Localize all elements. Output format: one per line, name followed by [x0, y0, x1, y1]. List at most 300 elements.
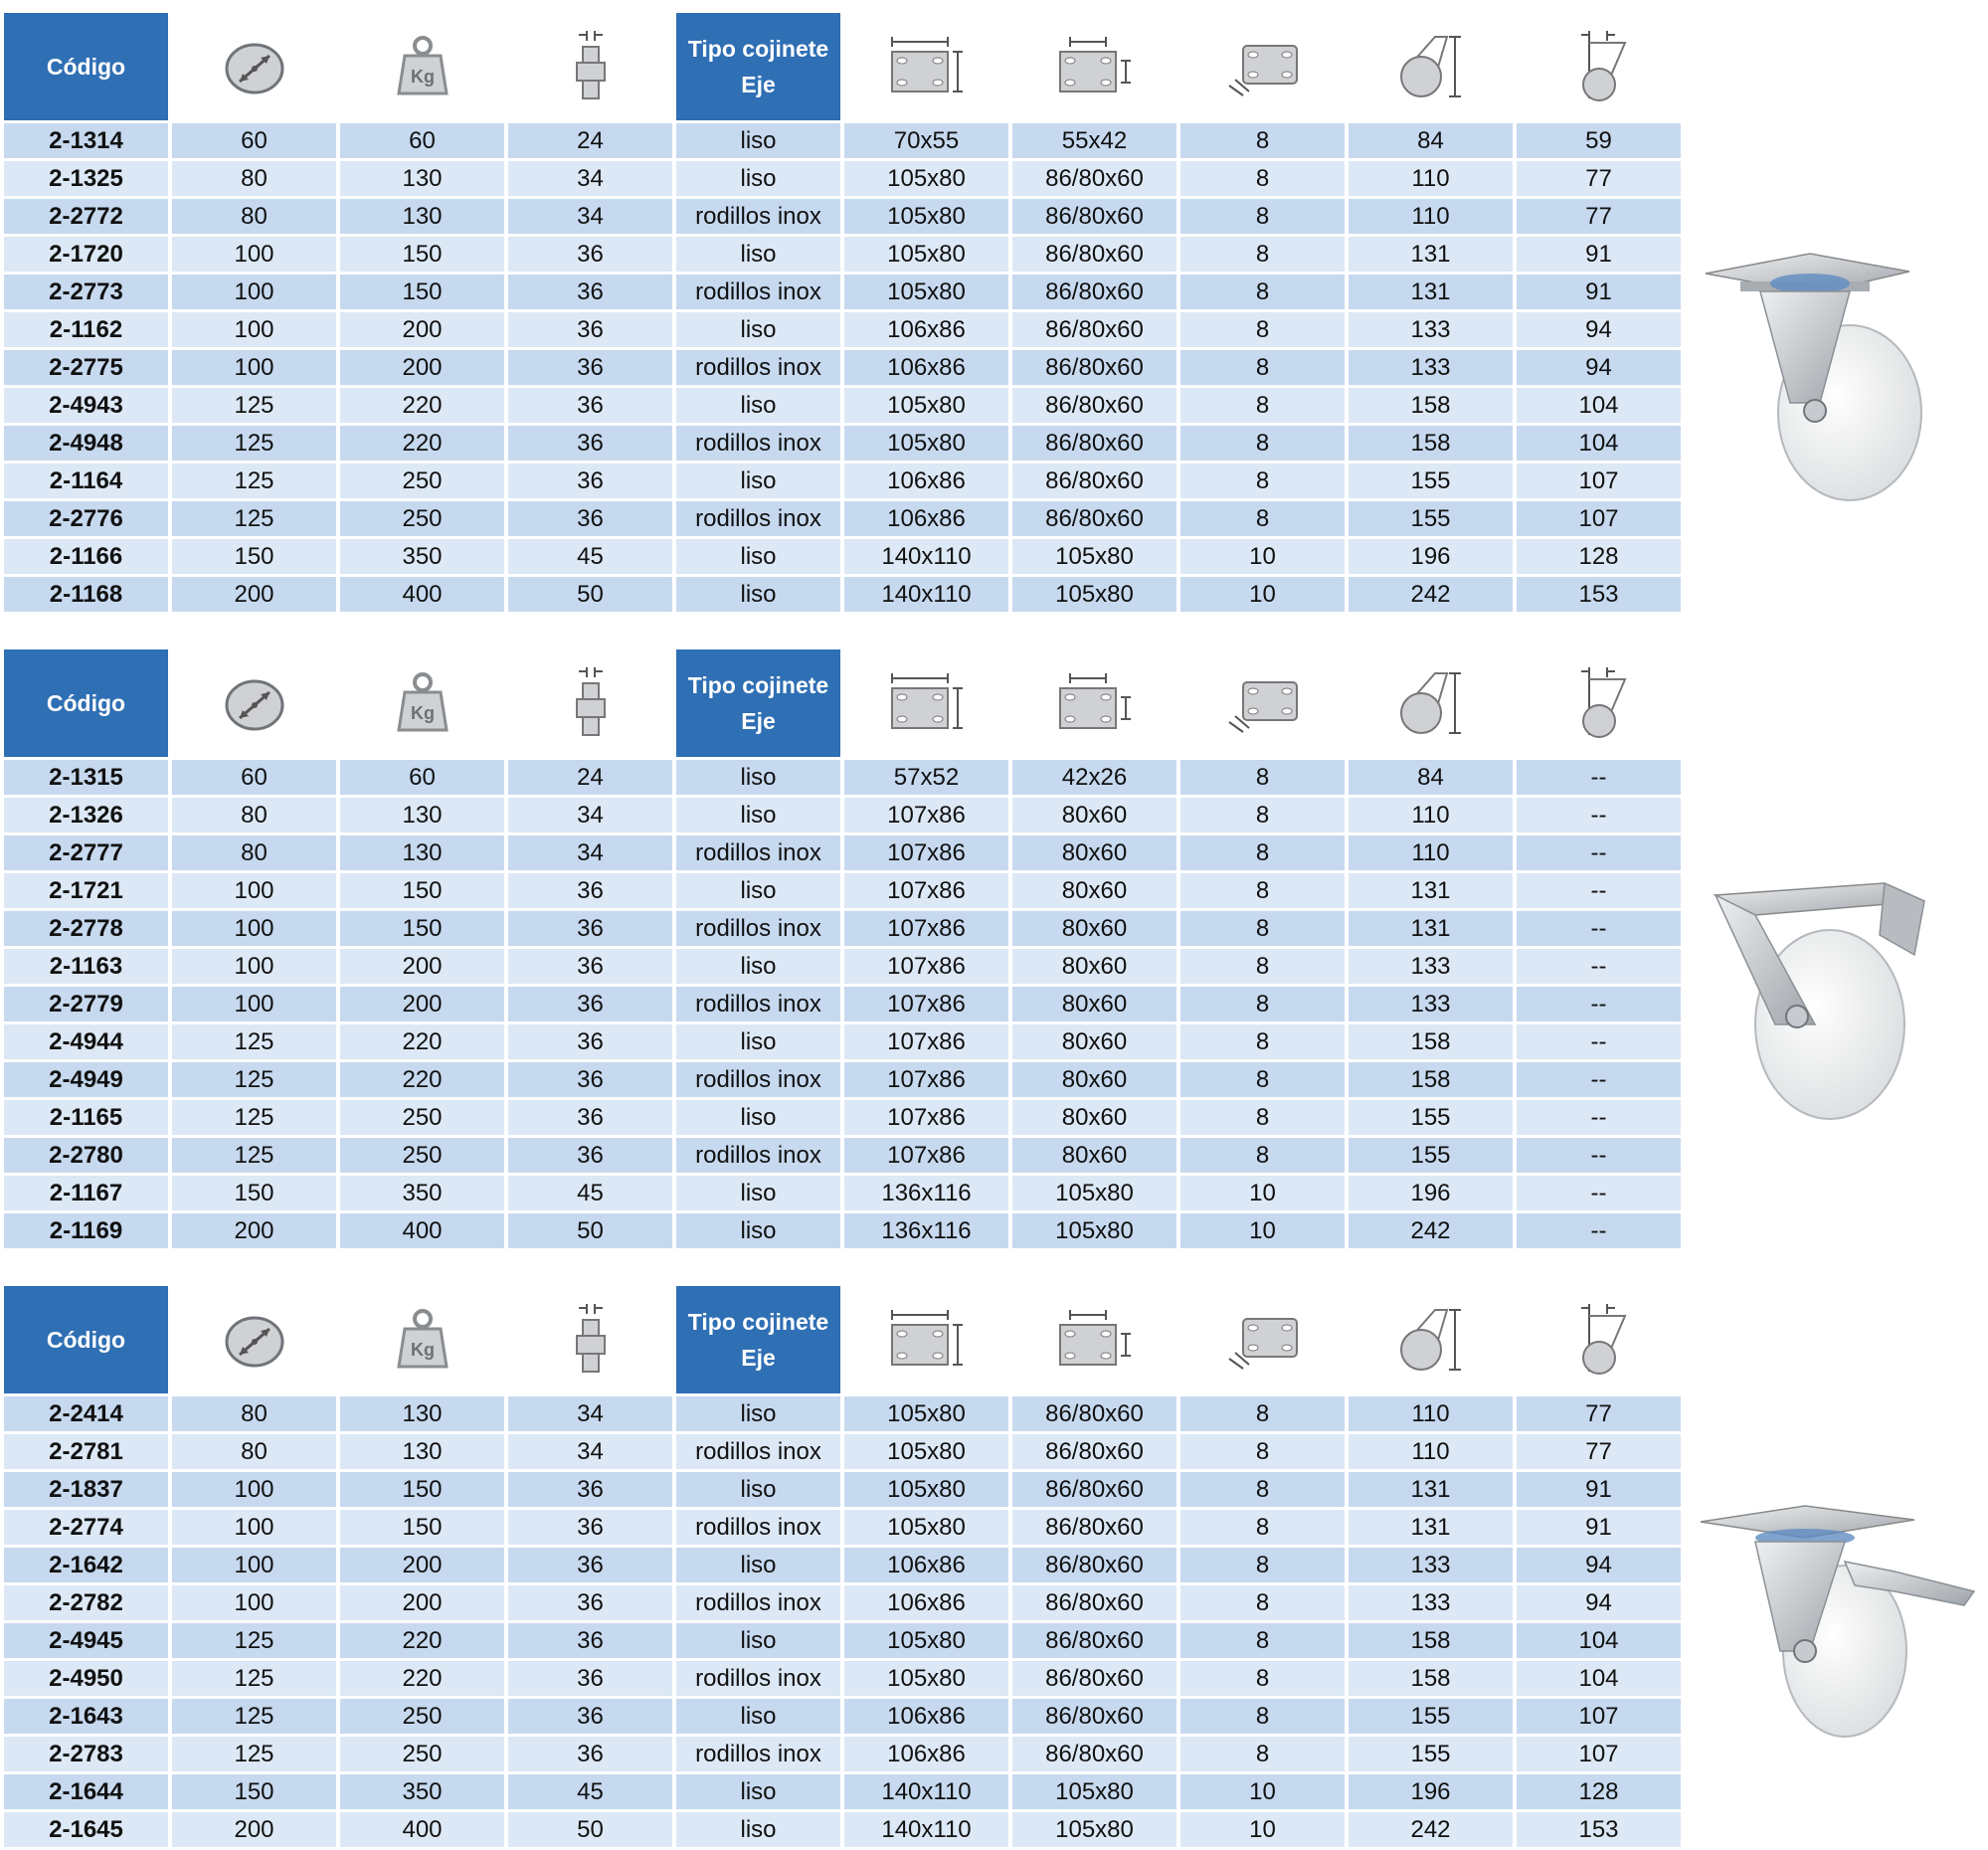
table-row — [4, 1737, 1681, 1771]
table-row — [4, 1062, 1681, 1097]
table-cell: 80x60 — [1012, 987, 1176, 1021]
table-row — [4, 539, 1681, 574]
table-cell: 106x86 — [844, 501, 1008, 536]
table-cell: 8 — [1180, 1661, 1345, 1696]
table-cell: 86/80x60 — [1012, 1396, 1176, 1431]
table-cell: 94 — [1517, 1585, 1681, 1620]
product-code-cell: 2-1720 — [4, 237, 168, 272]
table-cell: 36 — [508, 1472, 672, 1507]
kg-glyph: Kg — [410, 1340, 435, 1360]
product-code-cell: 2-4945 — [4, 1623, 168, 1658]
table-cell: 80x60 — [1012, 1062, 1176, 1097]
table-cell: 24 — [508, 760, 672, 795]
product-code-cell: 2-4950 — [4, 1661, 168, 1696]
table-cell: 77 — [1517, 161, 1681, 196]
table-cell: -- — [1517, 1138, 1681, 1173]
table-cell: 34 — [508, 1434, 672, 1469]
table-cell: 136x116 — [844, 1176, 1008, 1210]
table-row — [4, 1661, 1681, 1696]
product-code-cell: 2-1325 — [4, 161, 168, 196]
table-cell: 131 — [1349, 911, 1513, 946]
table-cell: 80 — [172, 1396, 336, 1431]
table-cell: 8 — [1180, 161, 1345, 196]
code-header: Código — [4, 1286, 168, 1393]
table-cell: 104 — [1517, 1623, 1681, 1658]
product-code-cell: 2-2777 — [4, 835, 168, 870]
table-cell: 153 — [1517, 577, 1681, 612]
table-cell: -- — [1517, 873, 1681, 908]
table-cell: 8 — [1180, 1396, 1345, 1431]
table-cell: 10 — [1180, 539, 1345, 574]
table-cell: 100 — [172, 911, 336, 946]
table-row — [4, 388, 1681, 423]
bearing-type-label: Tipo cojinete — [687, 36, 829, 62]
table-cell: 86/80x60 — [1012, 350, 1176, 385]
table-cell: liso — [676, 798, 840, 832]
table-cell: 106x86 — [844, 1585, 1008, 1620]
axle-label: Eje — [741, 708, 776, 734]
bearing-type-header — [676, 13, 840, 120]
product-code-cell: 2-1164 — [4, 463, 168, 498]
table-cell: 105x80 — [844, 1434, 1008, 1469]
product-code-cell: 2-2783 — [4, 1737, 168, 1771]
product-code-cell: 2-1643 — [4, 1699, 168, 1734]
table-cell: 86/80x60 — [1012, 1548, 1176, 1582]
table-cell: 106x86 — [844, 1548, 1008, 1582]
table-cell: 36 — [508, 388, 672, 423]
table-cell: 125 — [172, 1661, 336, 1696]
table-cell: 8 — [1180, 199, 1345, 234]
table-cell: 36 — [508, 1548, 672, 1582]
table-cell: rodillos inox — [676, 501, 840, 536]
table-cell: 86/80x60 — [1012, 463, 1176, 498]
table-cell: 80x60 — [1012, 835, 1176, 870]
product-code-cell: 2-1315 — [4, 760, 168, 795]
table-cell: 50 — [508, 1213, 672, 1248]
table-cell: liso — [676, 873, 840, 908]
table-cell: 400 — [340, 1812, 504, 1847]
table-cell: 155 — [1349, 463, 1513, 498]
table-cell: 104 — [1517, 426, 1681, 461]
table-row — [4, 1100, 1681, 1135]
table-cell: 86/80x60 — [1012, 1699, 1176, 1734]
table-cell: 196 — [1349, 1176, 1513, 1210]
table-cell: 24 — [508, 123, 672, 158]
table-cell: 136x116 — [844, 1213, 1008, 1248]
table-cell: 106x86 — [844, 312, 1008, 347]
table-cell: liso — [676, 1100, 840, 1135]
table-cell: 36 — [508, 463, 672, 498]
table-cell: 105x80 — [844, 388, 1008, 423]
table-row — [4, 161, 1681, 196]
table-cell: 100 — [172, 1472, 336, 1507]
table-cell: 10 — [1180, 1774, 1345, 1809]
table-cell: 105x80 — [844, 1510, 1008, 1545]
product-code-cell: 2-1166 — [4, 539, 168, 574]
product-code-cell: 2-2774 — [4, 1510, 168, 1545]
table-cell: 105x80 — [844, 1661, 1008, 1696]
table-cell: 133 — [1349, 987, 1513, 1021]
table-row — [4, 350, 1681, 385]
table-cell: 80 — [172, 161, 336, 196]
table-cell: 150 — [340, 1510, 504, 1545]
table-cell: 60 — [172, 123, 336, 158]
table-cell: 45 — [508, 1774, 672, 1809]
table-cell: -- — [1517, 987, 1681, 1021]
table-cell: 86/80x60 — [1012, 237, 1176, 272]
load-capacity-icon — [340, 649, 504, 757]
table-cell: 34 — [508, 798, 672, 832]
bolt-hole-icon — [1180, 13, 1345, 120]
table-cell: 36 — [508, 1623, 672, 1658]
table-cell: 100 — [172, 1510, 336, 1545]
table-cell: 8 — [1180, 1138, 1345, 1173]
wheel-width-icon — [508, 13, 672, 120]
table-cell: 105x80 — [1012, 1176, 1176, 1210]
bearing-type-header — [676, 649, 840, 757]
table-cell: rodillos inox — [676, 1434, 840, 1469]
table-row — [4, 577, 1681, 612]
product-code-cell: 2-2778 — [4, 911, 168, 946]
table-cell: 86/80x60 — [1012, 1434, 1176, 1469]
table-cell: liso — [676, 1548, 840, 1582]
table-cell: 125 — [172, 501, 336, 536]
product-code-cell: 2-4943 — [4, 388, 168, 423]
table-cell: 36 — [508, 1024, 672, 1059]
table-cell: 8 — [1180, 873, 1345, 908]
table-cell: 107x86 — [844, 1024, 1008, 1059]
table-cell: 80 — [172, 798, 336, 832]
table-cell: 125 — [172, 388, 336, 423]
table-cell: 140x110 — [844, 577, 1008, 612]
table-row — [4, 1213, 1681, 1248]
table-cell: 158 — [1349, 1661, 1513, 1696]
table-cell: 125 — [172, 1737, 336, 1771]
table-cell: 8 — [1180, 501, 1345, 536]
wheel-width-icon — [508, 1286, 672, 1393]
table-cell: 133 — [1349, 1548, 1513, 1582]
table-cell: 86/80x60 — [1012, 501, 1176, 536]
table-cell: 60 — [172, 760, 336, 795]
table-cell: 107 — [1517, 501, 1681, 536]
table-cell: rodillos inox — [676, 1138, 840, 1173]
table-cell: 107x86 — [844, 1100, 1008, 1135]
table-cell: 34 — [508, 835, 672, 870]
table-cell: 94 — [1517, 350, 1681, 385]
table-cell: 107x86 — [844, 873, 1008, 908]
caster-table-2 — [0, 647, 1691, 1251]
table-cell: 133 — [1349, 949, 1513, 984]
table-cell: 158 — [1349, 1623, 1513, 1658]
table-cell: rodillos inox — [676, 911, 840, 946]
table-cell: 8 — [1180, 1434, 1345, 1469]
swivel-caster-with-brake-image — [1696, 1502, 1984, 1756]
table-cell: 8 — [1180, 1062, 1345, 1097]
table-cell: 34 — [508, 199, 672, 234]
table-cell: 131 — [1349, 1472, 1513, 1507]
table-cell: rodillos inox — [676, 1737, 840, 1771]
table-cell: 140x110 — [844, 1812, 1008, 1847]
table-cell: 220 — [340, 1661, 504, 1696]
table-cell: 50 — [508, 1812, 672, 1847]
table-cell: 105x80 — [844, 1623, 1008, 1658]
table-cell: 45 — [508, 539, 672, 574]
table-row — [4, 1396, 1681, 1431]
product-code-cell: 2-1165 — [4, 1100, 168, 1135]
table-cell: 100 — [172, 1585, 336, 1620]
table-cell: rodillos inox — [676, 835, 840, 870]
table-cell: 107x86 — [844, 1062, 1008, 1097]
table-row — [4, 1510, 1681, 1545]
table-cell: 107x86 — [844, 911, 1008, 946]
table-cell: 8 — [1180, 237, 1345, 272]
plate-size-icon — [844, 1286, 1008, 1393]
table-cell: 34 — [508, 1396, 672, 1431]
table-cell: liso — [676, 312, 840, 347]
table-cell: 130 — [340, 798, 504, 832]
table-cell: 125 — [172, 1623, 336, 1658]
table-cell: 8 — [1180, 911, 1345, 946]
table-cell: 86/80x60 — [1012, 312, 1176, 347]
table-cell: 84 — [1349, 760, 1513, 795]
table-row — [4, 1548, 1681, 1582]
table-cell: 133 — [1349, 1585, 1513, 1620]
table-cell: 36 — [508, 987, 672, 1021]
table-cell: 250 — [340, 1737, 504, 1771]
header-row — [4, 13, 1681, 120]
table-cell: 150 — [340, 873, 504, 908]
wheel-diameter-icon — [172, 649, 336, 757]
table-cell: rodillos inox — [676, 1661, 840, 1696]
table-cell: 91 — [1517, 275, 1681, 309]
table-cell: 250 — [340, 1100, 504, 1135]
table-cell: 86/80x60 — [1012, 161, 1176, 196]
table-cell: 80x60 — [1012, 798, 1176, 832]
table-cell: 59 — [1517, 123, 1681, 158]
product-code-cell: 2-1162 — [4, 312, 168, 347]
table-cell: -- — [1517, 1176, 1681, 1210]
product-code-cell: 2-1642 — [4, 1548, 168, 1582]
product-code-cell: 2-1721 — [4, 873, 168, 908]
table-cell: 80x60 — [1012, 911, 1176, 946]
table-row — [4, 463, 1681, 498]
table-row — [4, 1774, 1681, 1809]
table-cell: 200 — [340, 350, 504, 385]
table-cell: 8 — [1180, 312, 1345, 347]
table-cell: 200 — [172, 577, 336, 612]
table-cell: rodillos inox — [676, 1585, 840, 1620]
table-cell: 105x80 — [844, 1396, 1008, 1431]
table-cell: 105x80 — [844, 426, 1008, 461]
table-cell: 400 — [340, 577, 504, 612]
table-cell: 36 — [508, 1510, 672, 1545]
table-cell: 220 — [340, 1623, 504, 1658]
table-cell: 107x86 — [844, 949, 1008, 984]
table-cell: 250 — [340, 463, 504, 498]
axle-label: Eje — [741, 1345, 776, 1371]
table-cell: 125 — [172, 1699, 336, 1734]
table-cell: 105x80 — [1012, 1774, 1176, 1809]
table-cell: 8 — [1180, 1699, 1345, 1734]
table-cell: 10 — [1180, 1213, 1345, 1248]
table-cell: 220 — [340, 388, 504, 423]
table-row — [4, 949, 1681, 984]
hole-spacing-icon — [1012, 649, 1176, 757]
table-cell: 57x52 — [844, 760, 1008, 795]
table-cell: 80x60 — [1012, 949, 1176, 984]
table-cell: 10 — [1180, 577, 1345, 612]
table-row — [4, 1434, 1681, 1469]
table-row — [4, 426, 1681, 461]
table-cell: 106x86 — [844, 1699, 1008, 1734]
table-cell: 105x80 — [844, 237, 1008, 272]
table-cell: liso — [676, 123, 840, 158]
table-cell: 36 — [508, 1737, 672, 1771]
table-cell: rodillos inox — [676, 275, 840, 309]
table-cell: rodillos inox — [676, 1510, 840, 1545]
product-code-cell: 2-1163 — [4, 949, 168, 984]
table-cell: 242 — [1349, 1812, 1513, 1847]
table-cell: 42x26 — [1012, 760, 1176, 795]
table-cell: 36 — [508, 911, 672, 946]
caster-table-3 — [0, 1283, 1691, 1850]
table-cell: 350 — [340, 539, 504, 574]
total-height-icon — [1349, 649, 1513, 757]
table-cell: 200 — [340, 949, 504, 984]
total-height-icon — [1349, 13, 1513, 120]
wheel-diameter-icon — [172, 13, 336, 120]
table-cell: 94 — [1517, 1548, 1681, 1582]
table-cell: 10 — [1180, 1176, 1345, 1210]
table-cell: 128 — [1517, 1774, 1681, 1809]
table-cell: 86/80x60 — [1012, 1585, 1176, 1620]
table-cell: 80x60 — [1012, 1100, 1176, 1135]
table-cell: 131 — [1349, 237, 1513, 272]
table-cell: 36 — [508, 1699, 672, 1734]
table-cell: 8 — [1180, 1472, 1345, 1507]
table-cell: rodillos inox — [676, 426, 840, 461]
wheel-diameter-icon — [172, 1286, 336, 1393]
table-cell: 100 — [172, 312, 336, 347]
table-cell: liso — [676, 1812, 840, 1847]
table-cell: 8 — [1180, 1623, 1345, 1658]
table-cell: -- — [1517, 798, 1681, 832]
table-cell: 104 — [1517, 1661, 1681, 1696]
table-row — [4, 835, 1681, 870]
table-cell: 55x42 — [1012, 123, 1176, 158]
table-cell: 196 — [1349, 539, 1513, 574]
table-cell: rodillos inox — [676, 350, 840, 385]
table-cell: -- — [1517, 911, 1681, 946]
table-row — [4, 1623, 1681, 1658]
table-cell: 242 — [1349, 577, 1513, 612]
table-cell: 105x80 — [844, 275, 1008, 309]
table-cell: rodillos inox — [676, 987, 840, 1021]
table-cell: 107 — [1517, 1737, 1681, 1771]
table-cell: 105x80 — [1012, 1213, 1176, 1248]
table-cell: 107 — [1517, 1699, 1681, 1734]
table-cell: 150 — [340, 911, 504, 946]
table-cell: 107x86 — [844, 798, 1008, 832]
table-row — [4, 1024, 1681, 1059]
table-cell: 155 — [1349, 501, 1513, 536]
table-cell: 110 — [1349, 199, 1513, 234]
table-cell: 130 — [340, 199, 504, 234]
table-cell: 45 — [508, 1176, 672, 1210]
product-code-cell: 2-2782 — [4, 1585, 168, 1620]
spec-table — [0, 647, 1685, 1251]
table-cell: 155 — [1349, 1737, 1513, 1771]
load-capacity-icon — [340, 13, 504, 120]
product-code-cell: 2-2772 — [4, 199, 168, 234]
table-cell: 36 — [508, 312, 672, 347]
product-code-cell: 2-4944 — [4, 1024, 168, 1059]
header-row — [4, 649, 1681, 757]
table-cell: 100 — [172, 873, 336, 908]
table-cell: 60 — [340, 760, 504, 795]
table-cell: 131 — [1349, 1510, 1513, 1545]
table-cell: liso — [676, 949, 840, 984]
table-cell: 140x110 — [844, 539, 1008, 574]
table-cell: 250 — [340, 1138, 504, 1173]
table-cell: 106x86 — [844, 463, 1008, 498]
table-row — [4, 873, 1681, 908]
table-cell: 86/80x60 — [1012, 1661, 1176, 1696]
table-cell: 130 — [340, 1434, 504, 1469]
table-cell: 196 — [1349, 1774, 1513, 1809]
table-cell: 105x80 — [844, 199, 1008, 234]
table-cell: 131 — [1349, 275, 1513, 309]
table-cell: 200 — [340, 1548, 504, 1582]
table-cell: liso — [676, 1176, 840, 1210]
hole-spacing-icon — [1012, 13, 1176, 120]
table-cell: 10 — [1180, 1812, 1345, 1847]
product-code-cell: 2-2780 — [4, 1138, 168, 1173]
table-row — [4, 312, 1681, 347]
product-code-cell: 2-2773 — [4, 275, 168, 309]
table-row — [4, 123, 1681, 158]
table-cell: liso — [676, 539, 840, 574]
table-cell: 36 — [508, 237, 672, 272]
product-code-cell: 2-1645 — [4, 1812, 168, 1847]
table-row — [4, 1472, 1681, 1507]
table-cell: 8 — [1180, 760, 1345, 795]
table-cell: 110 — [1349, 798, 1513, 832]
table-cell: 150 — [340, 275, 504, 309]
table-cell: 36 — [508, 501, 672, 536]
table-cell: 150 — [172, 1774, 336, 1809]
table-cell: 125 — [172, 1024, 336, 1059]
product-code-cell: 2-2414 — [4, 1396, 168, 1431]
table-cell: liso — [676, 1699, 840, 1734]
table-cell: 91 — [1517, 1472, 1681, 1507]
table-cell: 200 — [340, 312, 504, 347]
table-cell: 8 — [1180, 123, 1345, 158]
load-capacity-icon — [340, 1286, 504, 1393]
table-cell: 125 — [172, 463, 336, 498]
table-cell: rodillos inox — [676, 1062, 840, 1097]
table-row — [4, 275, 1681, 309]
plate-size-icon — [844, 13, 1008, 120]
table-cell: 100 — [172, 1548, 336, 1582]
swivel-offset-icon — [1517, 649, 1681, 757]
table-cell: 80 — [172, 835, 336, 870]
table-cell: 107x86 — [844, 1138, 1008, 1173]
table-cell: 250 — [340, 501, 504, 536]
table-cell: 200 — [340, 987, 504, 1021]
wheel-width-icon — [508, 649, 672, 757]
table-cell: 220 — [340, 1062, 504, 1097]
